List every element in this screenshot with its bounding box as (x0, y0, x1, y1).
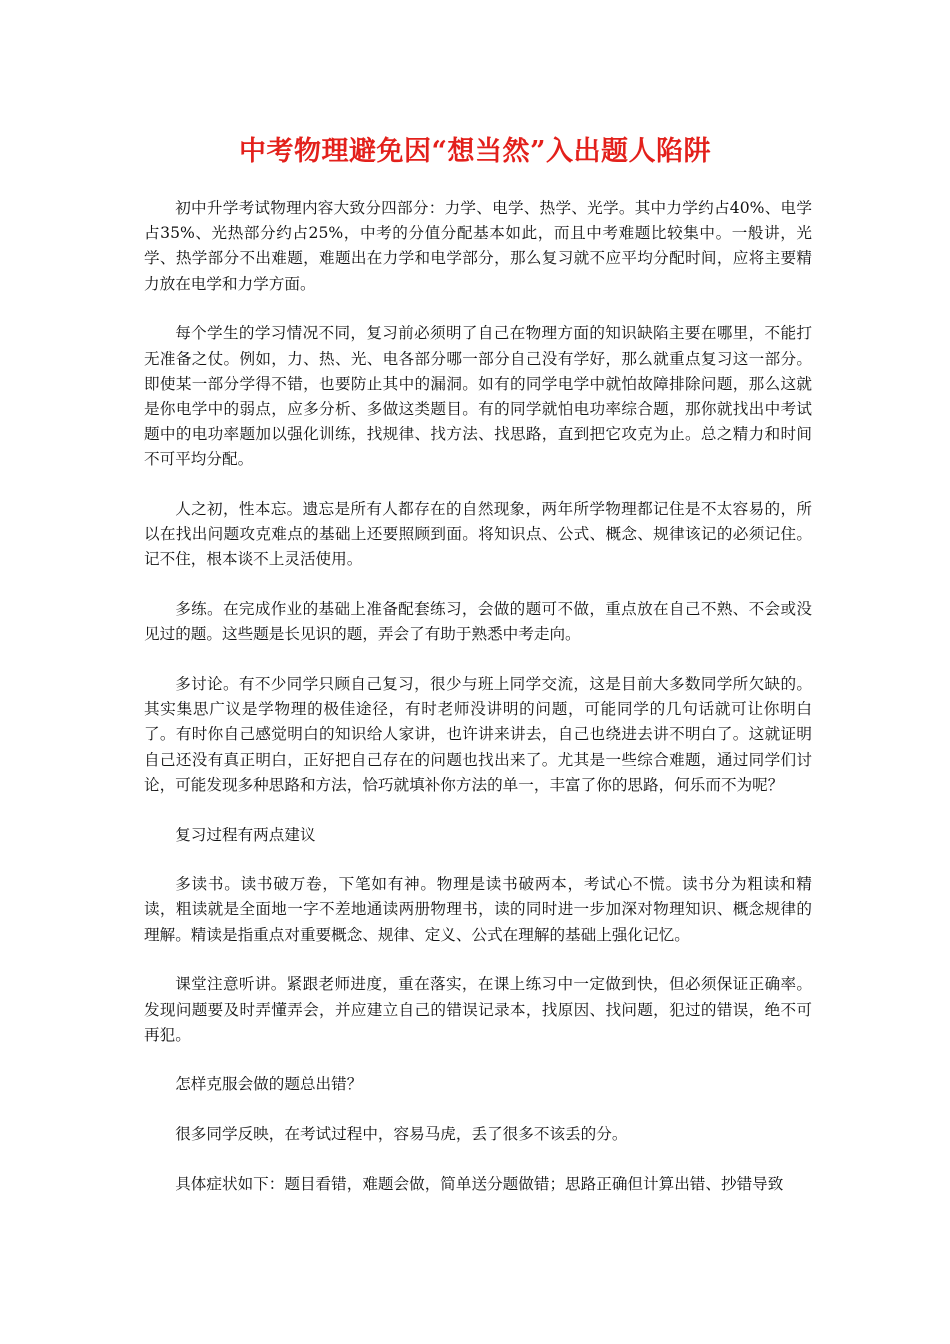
paragraph-memorize: 人之初，性本忘。遗忘是所有人都存在的自然现象，两年所学物理都记住是不太容易的，所以在找出问题攻克难点的基础上还要照顾到面。将知识点、公式、概念、规律该记的必须记住。记不住，根本谈不上灵活使用。 (144, 500, 812, 569)
paragraph-avoid-mistakes-heading: 怎样克服会做的题总出错？ (175, 1075, 363, 1094)
paragraph-subject-distribution: 初中升学考试物理内容大致分四部分：力学、电学、热学、光学。其中力学约占40%、电学占35%、光热部分约占25%，中考的分值分配基本如此，而且中考难题比较集中。一般讲，光学、热学部分不出难题，难题出在力学和电学部分，那么复习就不应平均分配时间，应将主要精力放在电学和力学方面。 (144, 199, 812, 293)
document-body (144, 196, 812, 1222)
paragraph-two-suggestions-heading: 复习过程有两点建议 (175, 825, 316, 844)
paragraph-practice: 多练。在完成作业的基础上准备配套练习，会做的题可不做，重点放在自己不熟、不会或没见过的题。这些题是长见识的题，弄会了有助于熟悉中考走向。 (144, 600, 812, 644)
paragraph-discussion: 多讨论。有不少同学只顾自己复习，很少与班上同学交流，这是目前大多数同学所欠缺的。其实集思广议是学物理的极佳途径，有时老师没讲明的问题，可能同学的几句话就可让你明白了。有时你自己感觉明白的知识给人家讲，也许讲来讲去，自己也绕进去讲不明白了。这就证明自己还没有真正明白，正好把自己存在的问题也找出来了。尤其是一些综合难题，通过同学们讨论，可能发现多种思路和方法，恰巧就填补你方法的单一，丰富了你的思路，何乐而不为呢？ (144, 675, 812, 794)
paragraph-careless-feedback: 很多同学反映，在考试过程中，容易马虎，丢了很多不该丢的分。 (175, 1125, 628, 1144)
paragraph-symptoms: 具体症状如下：题目看错，难题会做，简单送分题做错；思路正确但计算出错、抄错导致 (175, 1174, 784, 1193)
paragraph-find-weaknesses: 每个学生的学习情况不同，复习前必须明了自己在物理方面的知识缺陷主要在哪里，不能打无准备之仗。例如，力、热、光、电各部分哪一部分自己没有学好，那么就重点复习这一部分。即使某一部分学得不错，也要防止其中的漏洞。如有的同学电学中就怕故障排除问题，那么这就是你电学中的弱点，应多分析、多做这类题目。有的同学就怕电功率综合题，那你就找出中考试题中的电功率题加以强化训练，找规律、找方法、找思路，直到把它攻克为止。总之精力和时间不可平均分配。 (144, 324, 812, 469)
document-title: 中考物理避免因“想当然”入出题人陷阱 (238, 136, 712, 167)
paragraph-read-books: 多读书。读书破万卷，下笔如有神。物理是读书破两本，考试心不慌。读书分为粗读和精读，粗读就是全面地一字不差地通读两册物理书，读的同时进一步加深对物理知识、概念规律的理解。精读是指重点对重要概念、规律、定义、公式在理解的基础上强化记忆。 (144, 875, 812, 944)
paragraph-listen-in-class: 课堂注意听讲。紧跟老师进度，重在落实，在课上练习中一定做到快，但必须保证正确率。发现问题要及时弄懂弄会，并应建立自己的错误记录本，找原因、找问题，犯过的错误，绝不可再犯。 (144, 975, 812, 1044)
